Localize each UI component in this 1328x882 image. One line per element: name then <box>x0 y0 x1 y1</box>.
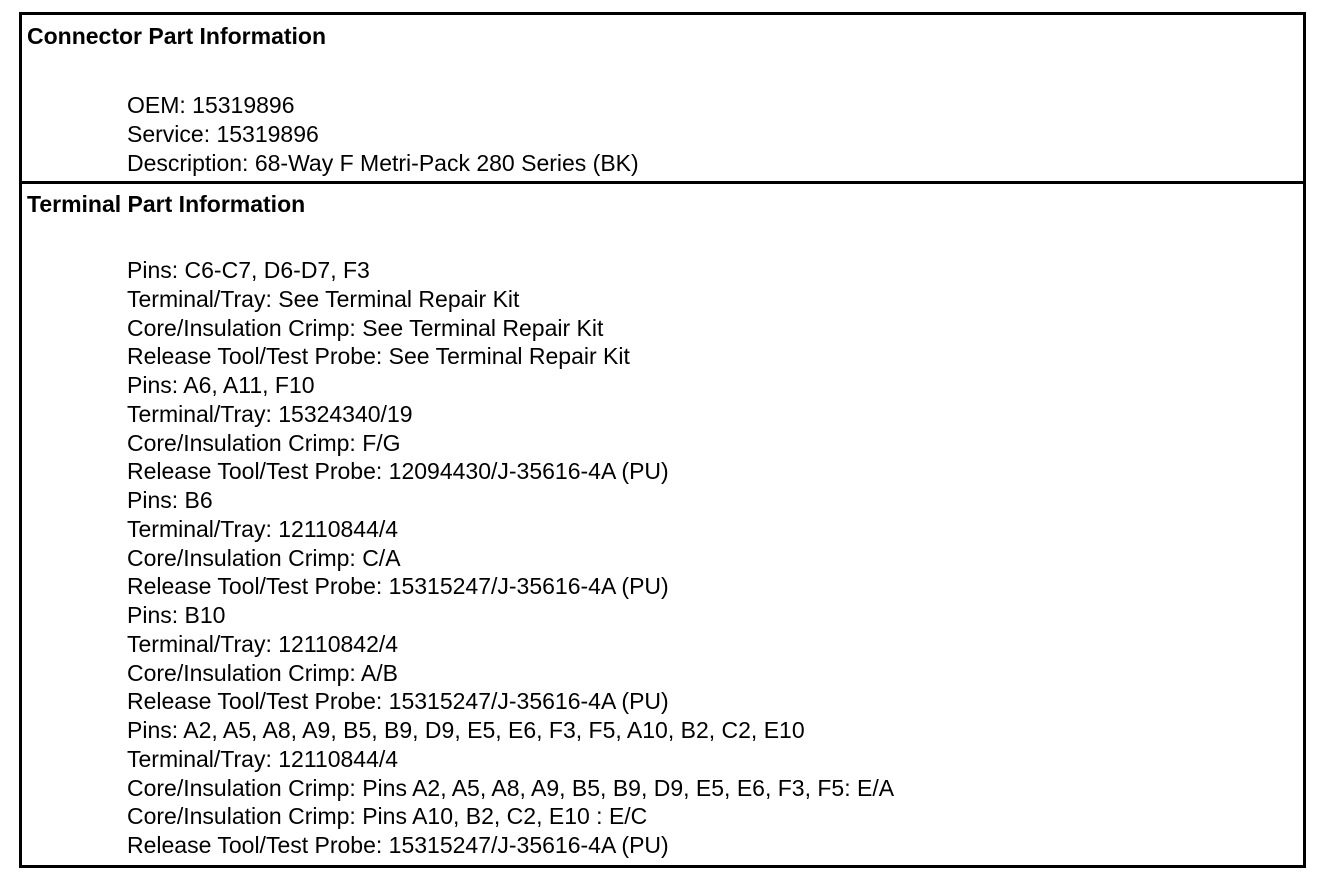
terminal-detail-line: Core/Insulation Crimp: Pins A2, A5, A8, A9, B5, B9, D9, E5, E6, F3, F5: E/A <box>127 774 895 801</box>
terminal-detail-line: Terminal/Tray: 12110844/4 <box>127 745 399 772</box>
connector-description-line: Description: 68-Way F Metri-Pack 280 Series (BK) <box>127 149 639 176</box>
terminal-detail-line: Terminal/Tray: 15324340/19 <box>127 400 413 427</box>
terminal-detail-line: Core/Insulation Crimp: See Terminal Repair Kit <box>127 314 604 341</box>
connector-part-details <box>127 91 639 177</box>
terminal-detail-line: Pins: A6, A11, F10 <box>127 372 315 398</box>
connector-oem-line: OEM: 15319896 <box>127 92 295 118</box>
connector-part-heading: Connector Part Information <box>27 23 327 49</box>
terminal-detail-line: Release Tool/Test Probe: 15315247/J-35616-4A (PU) <box>127 832 669 858</box>
terminal-detail-line: Release Tool/Test Probe: 12094430/J-35616-4A (PU) <box>127 458 669 485</box>
terminal-detail-line: Core/Insulation Crimp: C/A <box>127 544 401 571</box>
terminal-part-heading: Terminal Part Information <box>27 191 306 217</box>
terminal-detail-line: Core/Insulation Crimp: Pins A10, B2, C2, E10 : E/C <box>127 803 648 830</box>
terminal-detail-line: Pins: C6-C7, D6-D7, F3 <box>127 257 370 283</box>
terminal-detail-line: Terminal/Tray: 12110844/4 <box>127 515 399 542</box>
connector-service-line: Service: 15319896 <box>127 120 319 147</box>
terminal-detail-line: Pins: B10 <box>127 602 226 628</box>
terminal-part-details <box>127 256 894 860</box>
terminal-detail-line: Pins: B6 <box>127 487 213 513</box>
terminal-detail-line: Core/Insulation Crimp: F/G <box>127 429 401 456</box>
terminal-detail-line: Core/Insulation Crimp: A/B <box>127 659 399 686</box>
part-information-table <box>19 12 1306 868</box>
terminal-detail-line: Release Tool/Test Probe: 15315247/J-35616-4A (PU) <box>127 573 669 600</box>
terminal-detail-line: Terminal/Tray: See Terminal Repair Kit <box>127 285 520 312</box>
terminal-detail-line: Release Tool/Test Probe: See Terminal Repair Kit <box>127 343 630 370</box>
terminal-part-section <box>22 184 1303 865</box>
terminal-detail-line: Terminal/Tray: 12110842/4 <box>127 630 399 657</box>
terminal-detail-line: Release Tool/Test Probe: 15315247/J-35616-4A (PU) <box>127 688 669 715</box>
connector-part-section <box>22 15 1303 181</box>
terminal-detail-line: Pins: A2, A5, A8, A9, B5, B9, D9, E5, E6, F3, F5, A10, B2, C2, E10 <box>127 717 805 743</box>
